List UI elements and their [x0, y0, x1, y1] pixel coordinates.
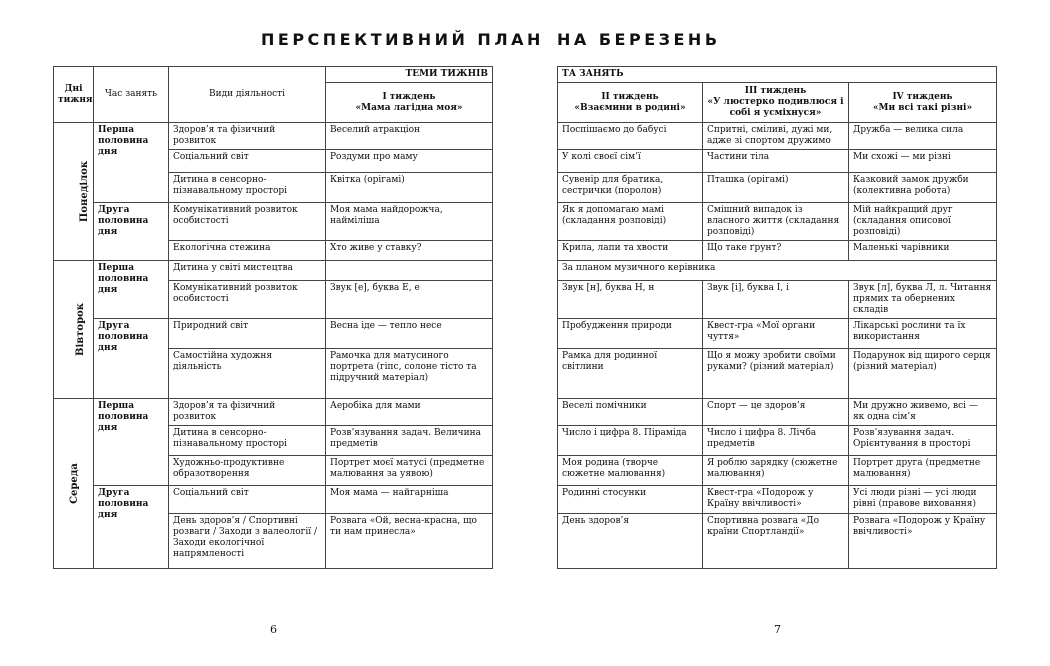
week4-cell: Портрет друга (предметне малювання) [849, 456, 997, 486]
plan-body-right [558, 123, 997, 569]
week1-cell [326, 261, 493, 281]
table-row [558, 241, 997, 261]
week3-cell: Що таке ґрунт? [703, 241, 849, 261]
week4-cell: Дружба — велика сила [849, 123, 997, 150]
table-row [54, 123, 493, 150]
table-row [54, 203, 493, 241]
week2-cell: Родинні стосунки [558, 486, 703, 514]
week4-cell: Ми схожі — ми різні [849, 150, 997, 173]
time-cell: Друга половина дня [94, 203, 169, 261]
activity-cell: Дитина в сенсорно-пізнавальному просторі [169, 426, 326, 456]
activity-cell: Самостійна художня діяльність [169, 349, 326, 399]
day-cell [54, 123, 94, 261]
week2-cell: День здоров’я [558, 514, 703, 569]
week3-cell: Смішний випадок із власного життя (складання розповіді) [703, 203, 849, 241]
day-name: Середа [68, 462, 80, 504]
week2-cell: Пробудження природи [558, 319, 703, 349]
week2-cell: Веселі помічники [558, 399, 703, 426]
table-row [558, 456, 997, 486]
day-cell [54, 399, 94, 569]
week1-cell: Моя мама найдорожча, найміліша [326, 203, 493, 241]
table-row [558, 319, 997, 349]
plan-table-right [557, 66, 997, 569]
week3-cell: Число і цифра 8. Лічба предметів [703, 426, 849, 456]
table-row [558, 514, 997, 569]
week4-cell: Розвага «Подорож у Країну ввічливості» [849, 514, 997, 569]
week3-cell: Пташка (орігамі) [703, 173, 849, 203]
week1-cell: Аеробіка для мами [326, 399, 493, 426]
activity-cell: Екологічна стежина [169, 241, 326, 261]
week3-cell: Звук [і], буква І, і [703, 281, 849, 319]
week4-label: IV тиждень [892, 91, 953, 102]
week4-cell: Лікарські рослини та їх використання [849, 319, 997, 349]
week1-label: І тиждень [382, 91, 436, 102]
week1-cell: Моя мама — найгарніша [326, 486, 493, 514]
week1-cell: Веселий атракціон [326, 123, 493, 150]
week4-cell: Подарунок від щирого серця (різний матеріал) [849, 349, 997, 399]
week3-cell: Що я можу зробити своїми руками? (різний матеріал) [703, 349, 849, 399]
week4-cell: Маленькі чарівники [849, 241, 997, 261]
page-number-left: 6 [270, 623, 277, 636]
header-themes-right: ТА ЗАНЯТЬ [558, 67, 997, 83]
week3-cell: Я роблю зарядку (сюжетне малювання) [703, 456, 849, 486]
table-row [54, 261, 493, 281]
week1-cell: Весна іде — тепло несе [326, 319, 493, 349]
table-row [558, 261, 997, 281]
activity-cell: Природний світ [169, 319, 326, 349]
activity-cell: Соціальний світ [169, 486, 326, 514]
week3-cell: Спорт — це здоров’я [703, 399, 849, 426]
table-row [558, 349, 997, 399]
week3-cell: Частини тіла [703, 150, 849, 173]
time-cell: Друга половина дня [94, 319, 169, 399]
plan-body-left [54, 123, 493, 569]
table-row [558, 203, 997, 241]
week2-cell: Число і цифра 8. Піраміда [558, 426, 703, 456]
week1-cell: Рамочка для матусиного портрета (гіпс, солоне тісто та підручний матеріал) [326, 349, 493, 399]
time-cell: Перша половина дня [94, 261, 169, 319]
week3-cell: Квест-гра «Мої органи чуття» [703, 319, 849, 349]
week2-cell: Рамка для родинної світлини [558, 349, 703, 399]
activity-cell: Здоров’я та фізичний розвиток [169, 123, 326, 150]
week1-cell: Розвага «Ой, весна-красна, що ти нам принесла» [326, 514, 493, 569]
header-time: Час занять [94, 67, 169, 123]
page-number-right: 7 [774, 623, 781, 636]
time-cell: Перша половина дня [94, 123, 169, 203]
week3-cell: Спортивна розвага «До країни Спортландії» [703, 514, 849, 569]
week1-cell: Квітка (орігамі) [326, 173, 493, 203]
week1-theme: «Мама лагідна моя» [355, 102, 463, 113]
table-row [558, 281, 997, 319]
week4-theme: «Ми всі такі різні» [872, 102, 973, 113]
week4-cell: Ми дружно живемо, всі — як одна сім’я [849, 399, 997, 426]
activity-cell: Здоров’я та фізичний розвиток [169, 399, 326, 426]
day-name: Вівторок [74, 302, 86, 356]
table-row [54, 486, 493, 514]
time-cell: Друга половина дня [94, 486, 169, 569]
week4-cell: Розв’язування задач. Орієнтування в просторі [849, 426, 997, 456]
header-activities: Види діяльності [169, 67, 326, 123]
week3-cell: Квест-гра «Подорож у Країну ввічливості» [703, 486, 849, 514]
activity-cell: День здоров’я / Спортивні розваги / Заходи з валеології / Заходи екологічної напрямленості [169, 514, 326, 569]
table-row [558, 486, 997, 514]
week2-cell: Моя родина (творче сюжетне малювання) [558, 456, 703, 486]
week3-cell: Спритні, сміливі, дужі ми, адже зі спортом дружимо [703, 123, 849, 150]
activity-cell: Комунікативний розвиток особистості [169, 281, 326, 319]
table-row [54, 399, 493, 426]
day-name: Понеділок [79, 160, 91, 222]
activity-cell: Комунікативний розвиток особистості [169, 203, 326, 241]
week1-cell: Хто живе у ставку? [326, 241, 493, 261]
header-week3 [703, 83, 849, 123]
week2-cell: Крила, лапи та хвости [558, 241, 703, 261]
header-week4 [849, 83, 997, 123]
header-week2 [558, 83, 703, 123]
table-row [558, 173, 997, 203]
week2-cell: У колі своєї сім’ї [558, 150, 703, 173]
table-row [558, 426, 997, 456]
time-cell: Перша половина дня [94, 399, 169, 486]
week3-theme: «У люстерко подивлюся і собі я усміхнуся» [707, 97, 844, 118]
week1-cell: Роздуми про маму [326, 150, 493, 173]
table-row [558, 399, 997, 426]
week2-cell: Звук [н], буква Н, н [558, 281, 703, 319]
activity-cell: Дитина у світі мистецтва [169, 261, 326, 281]
page-title-right: НА БЕРЕЗЕНЬ [557, 30, 721, 49]
activity-cell: Дитина в сенсорно-пізнавальному просторі [169, 173, 326, 203]
header-themes-left: ТЕМИ ТИЖНІВ [326, 67, 493, 83]
week3-label: ІІІ тиждень [744, 86, 807, 96]
week4-cell: Мій найкращий друг (складання описової розповіді) [849, 203, 997, 241]
header-days: Дні тижня [54, 67, 94, 123]
plan-table-left [53, 66, 493, 569]
page-title-left: ПЕРСПЕКТИВНИЙ ПЛАН [261, 30, 544, 49]
week2-cell: Поспішаємо до бабусі [558, 123, 703, 150]
week4-cell: Казковий замок дружби (колективна робота) [849, 173, 997, 203]
week2-theme: «Взаємини в родині» [574, 102, 686, 113]
table-row [54, 319, 493, 349]
week2-cell: Сувенір для братика, сестрички (поролон) [558, 173, 703, 203]
activity-cell: Соціальний світ [169, 150, 326, 173]
week1-cell: Портрет моєї матусі (предметне малювання за уявою) [326, 456, 493, 486]
music-plan-cell: За планом музичного керівника [558, 261, 997, 281]
week2-cell: Як я допомагаю мамі (складання розповіді) [558, 203, 703, 241]
table-row [558, 123, 997, 150]
day-cell [54, 261, 94, 399]
table-row [558, 150, 997, 173]
week1-cell: Розв’язування задач. Величина предметів [326, 426, 493, 456]
week4-cell: Звук [л], буква Л, л. Читання прямих та обернених складів [849, 281, 997, 319]
week1-cell: Звук [е], буква Е, е [326, 281, 493, 319]
week4-cell: Усі люди різні — усі люди рівні (правове виховання) [849, 486, 997, 514]
header-week1 [326, 83, 493, 123]
activity-cell: Художньо-продуктивне образотворення [169, 456, 326, 486]
week2-label: ІІ тиждень [601, 91, 659, 102]
